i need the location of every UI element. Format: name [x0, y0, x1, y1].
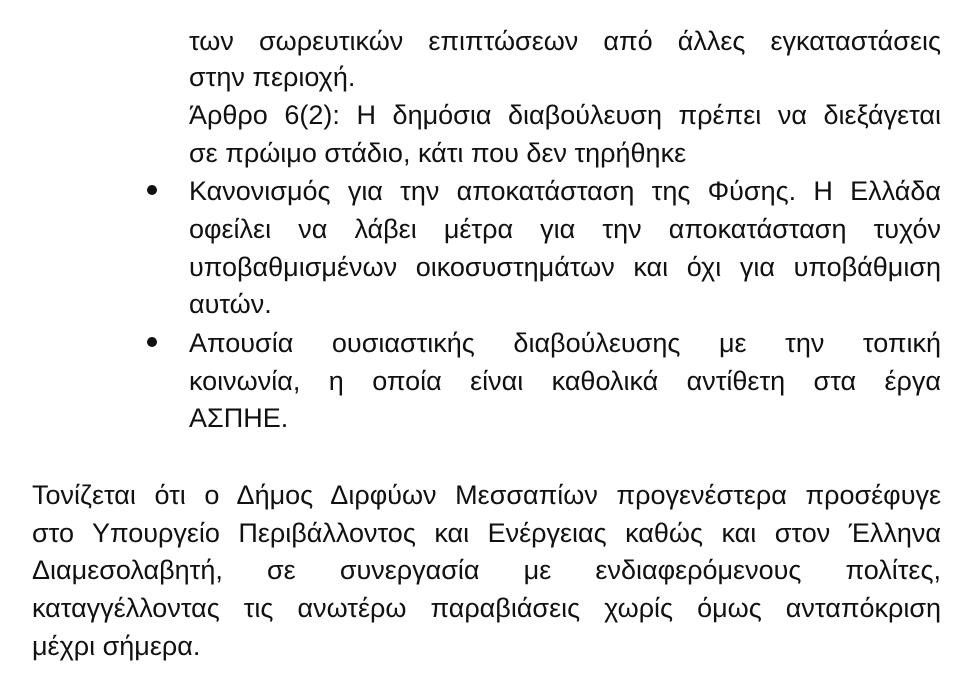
bullet-item-line: οφείλει να λάβει μέτρα για την αποκατάσταση τυχόν: [189, 214, 941, 244]
bullet-icon: [147, 337, 157, 347]
text-line: σε πρώιμο στάδιο, κάτι που δεν τηρήθηκε: [189, 138, 687, 168]
bullet-item-line: υποβαθμισμένων οικοσυστημάτων και όχι για υποβάθμιση: [189, 252, 941, 282]
paragraph-line: Διαμεσολαβητή, σε συνεργασία με ενδιαφερόμενους πολίτες,: [32, 555, 941, 585]
text-line: στην περιοχή.: [189, 62, 356, 92]
text-line: των σωρευτικών επιπτώσεων από άλλες εγκαταστάσεις: [189, 26, 941, 56]
text-line: Άρθρο 6(2): Η δημόσια διαβούλευση πρέπει να διεξάγεται: [189, 100, 941, 130]
paragraph-line: Τονίζεται ότι ο Δήμος Διρφύων Μεσσαπίων προγενέστερα προσέφυγε: [32, 480, 941, 510]
bullet-item-line: αυτών.: [189, 289, 272, 319]
bullet-item-line: ΑΣΠΗΕ.: [189, 403, 289, 433]
bullet-item-line: κοινωνία, η οποία είναι καθολικά αντίθετη στα έργα: [189, 366, 941, 396]
paragraph-line: καταγγέλλοντας τις ανωτέρω παραβιάσεις χωρίς όμως ανταπόκριση: [32, 593, 941, 623]
bullet-icon: [147, 185, 157, 195]
bullet-item-line: Κανονισμός για την αποκατάσταση της Φύσης. Η Ελλάδα: [189, 176, 941, 206]
paragraph-line: μέχρι σήμερα.: [32, 631, 201, 661]
paragraph-line: στο Υπουργείο Περιβάλλοντος και Ενέργειας καθώς και στον Έλληνα: [32, 518, 941, 548]
bullet-item-line: Απουσία ουσιαστικής διαβούλευσης με την τοπική: [189, 328, 941, 358]
